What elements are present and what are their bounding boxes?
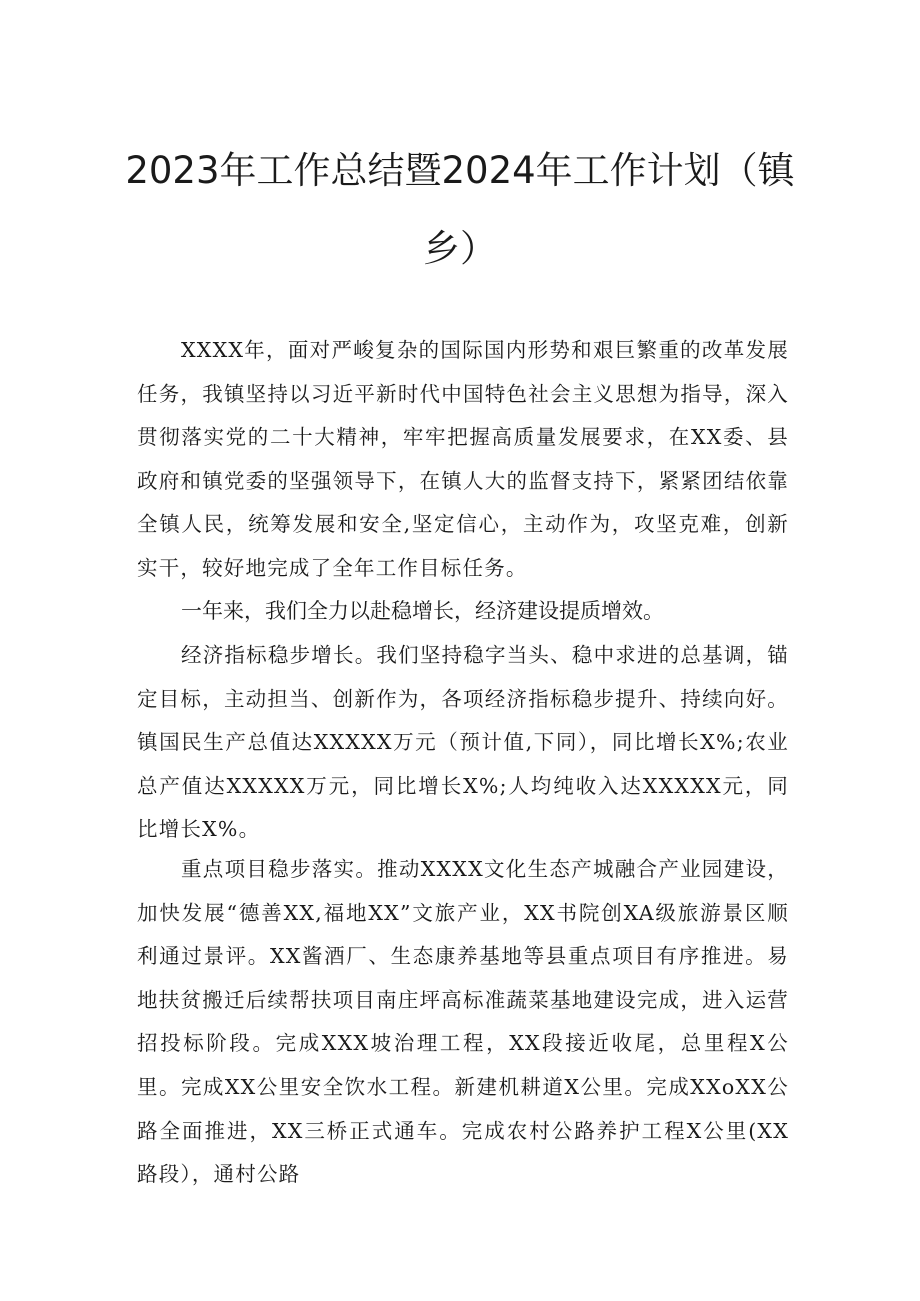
- section-heading: 一年来，我们全力以赴稳增长，经济建设提质增效。: [181, 599, 664, 623]
- document-title-line2: 乡）: [423, 227, 497, 270]
- economic-indicators-paragraph: 经济指标稳步增长。我们坚持稳字当头、稳中求进的总基调，锚定目标，主动担当、创新作为，各项经济指标稳步提升、持续向好。镇国民生产总值达XXXXX万元（预计值,下同），同比增长X%;农业总产值达XXXXX万元，同比增长X%;人均纯收入达XXXXX元，同比增长X%。: [137, 643, 789, 842]
- document-title-line1: 2023年工作总结暨2024年工作计划（镇: [125, 149, 795, 192]
- intro-paragraph: XXXX年，面对严峻复杂的国际国内形势和艰巨繁重的改革发展任务，我镇坚持以习近平新时代中国特色社会主义思想为指导，深入贯彻落实党的二十大精神，牢牢把握高质量发展要求，在XX委、县政府和镇党委的坚强领导下，在镇人大的监督支持下，紧紧团结依靠全镇人民，统筹发展和安全,坚定信心，主动作为，攻坚克难，创新实干，较好地完成了全年工作目标任务。: [137, 338, 789, 580]
- key-projects-paragraph: 重点项目稳步落实。推动XXXX文化生态产城融合产业园建设，加快发展“德善XX,福地XX”文旅产业，XX书院创XA级旅游景区顺利通过景评。XX酱酒厂、生态康养基地等县重点项目有序推进。易地扶贫搬迁后续帮扶项目南庄坪高标准蔬菜基地建设完成，进入运营招投标阶段。完成XXX坡治理工程，XX段接近收尾，总里程X公里。完成XX公里安全饮水工程。新建机耕道X公里。完成XXoXX公路全面推进，XX三桥正式通车。完成农村公路养护工程X公里(XX路段），通村公路: [137, 857, 789, 1187]
